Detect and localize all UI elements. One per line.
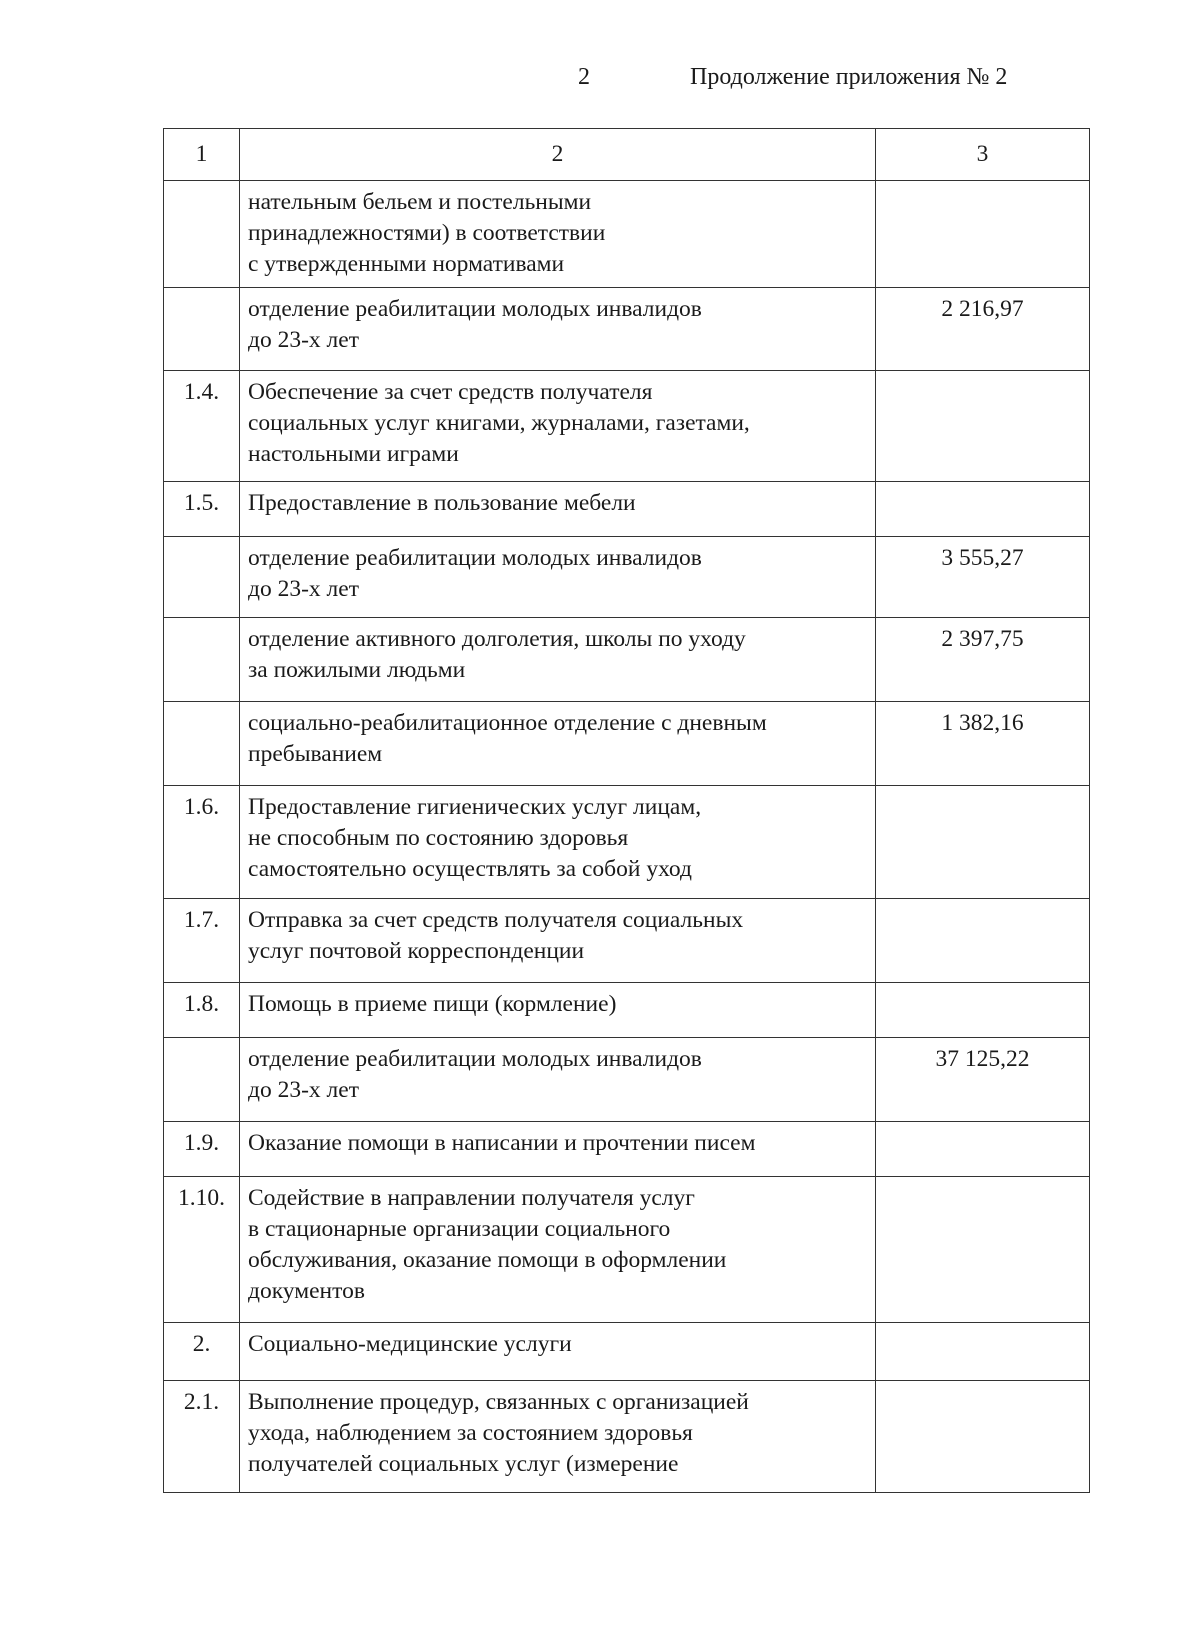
row-number: 1.8. — [164, 983, 240, 1038]
row-tariff-value: 3 555,27 — [876, 537, 1090, 618]
table-row — [164, 702, 1090, 786]
appendix-continuation-label: Продолжение приложения № 2 — [690, 64, 1008, 90]
table-row — [164, 1177, 1090, 1323]
table-header-row — [164, 129, 1090, 181]
row-tariff-value: 1 382,16 — [876, 702, 1090, 786]
row-tariff-value — [876, 1177, 1090, 1323]
row-service-text: Оказание помощи в написании и прочтении писем — [240, 1122, 876, 1177]
table-row — [164, 983, 1090, 1038]
row-number: 1.6. — [164, 786, 240, 899]
table-row — [164, 537, 1090, 618]
row-service-text: отделение активного долголетия, школы по уходу за пожилыми людьми — [240, 618, 876, 702]
table-row — [164, 181, 1090, 288]
row-number: 1.10. — [164, 1177, 240, 1323]
column-header-tariff: 3 — [876, 129, 1090, 181]
row-number — [164, 181, 240, 288]
row-tariff-value — [876, 983, 1090, 1038]
row-service-text: Помощь в приеме пищи (кормление) — [240, 983, 876, 1038]
row-number — [164, 618, 240, 702]
row-service-text: нательным бельем и постельными принадлежностями) в соответствии с утвержденными нормативами — [240, 181, 876, 288]
row-number: 2. — [164, 1323, 240, 1381]
table-row — [164, 1122, 1090, 1177]
column-header-number: 1 — [164, 129, 240, 181]
row-number: 1.7. — [164, 899, 240, 983]
row-number — [164, 537, 240, 618]
row-tariff-value — [876, 899, 1090, 983]
row-tariff-value: 37 125,22 — [876, 1038, 1090, 1122]
row-service-text: Содействие в направлении получателя услуг в стационарные организации социального обслуживания, оказание помощи в оформлении документов — [240, 1177, 876, 1323]
page-number: 2 — [578, 64, 590, 90]
table-row — [164, 371, 1090, 482]
table-row — [164, 1038, 1090, 1122]
row-number — [164, 288, 240, 371]
row-number: 1.9. — [164, 1122, 240, 1177]
column-header-service: 2 — [240, 129, 876, 181]
row-tariff-value: 2 397,75 — [876, 618, 1090, 702]
row-number: 1.5. — [164, 482, 240, 537]
row-number — [164, 1038, 240, 1122]
tariff-table — [163, 128, 1090, 1493]
row-service-text: социально-реабилитационное отделение с дневным пребыванием — [240, 702, 876, 786]
row-service-text: Выполнение процедур, связанных с организацией ухода, наблюдением за состоянием здоровья получателей социальных услуг (измерение — [240, 1381, 876, 1493]
row-tariff-value — [876, 181, 1090, 288]
row-tariff-value — [876, 1381, 1090, 1493]
row-tariff-value: 2 216,97 — [876, 288, 1090, 371]
table-row — [164, 618, 1090, 702]
row-service-text: Социально-медицинские услуги — [240, 1323, 876, 1381]
table-row — [164, 786, 1090, 899]
row-number: 2.1. — [164, 1381, 240, 1493]
row-number — [164, 702, 240, 786]
row-service-text: Обеспечение за счет средств получателя социальных услуг книгами, журналами, газетами, настольными играми — [240, 371, 876, 482]
table-row — [164, 1323, 1090, 1381]
row-service-text: Предоставление в пользование мебели — [240, 482, 876, 537]
row-tariff-value — [876, 371, 1090, 482]
row-tariff-value — [876, 786, 1090, 899]
row-service-text: отделение реабилитации молодых инвалидов до 23-х лет — [240, 1038, 876, 1122]
row-service-text: отделение реабилитации молодых инвалидов до 23-х лет — [240, 537, 876, 618]
row-service-text: Отправка за счет средств получателя социальных услуг почтовой корреспонденции — [240, 899, 876, 983]
row-number: 1.4. — [164, 371, 240, 482]
row-tariff-value — [876, 1323, 1090, 1381]
table-row — [164, 482, 1090, 537]
row-tariff-value — [876, 1122, 1090, 1177]
row-service-text: Предоставление гигиенических услуг лицам, не способным по состоянию здоровья самостоятельно осуществлять за собой уход — [240, 786, 876, 899]
row-tariff-value — [876, 482, 1090, 537]
table-row — [164, 1381, 1090, 1493]
table-row — [164, 899, 1090, 983]
row-service-text: отделение реабилитации молодых инвалидов до 23-х лет — [240, 288, 876, 371]
table-row — [164, 288, 1090, 371]
